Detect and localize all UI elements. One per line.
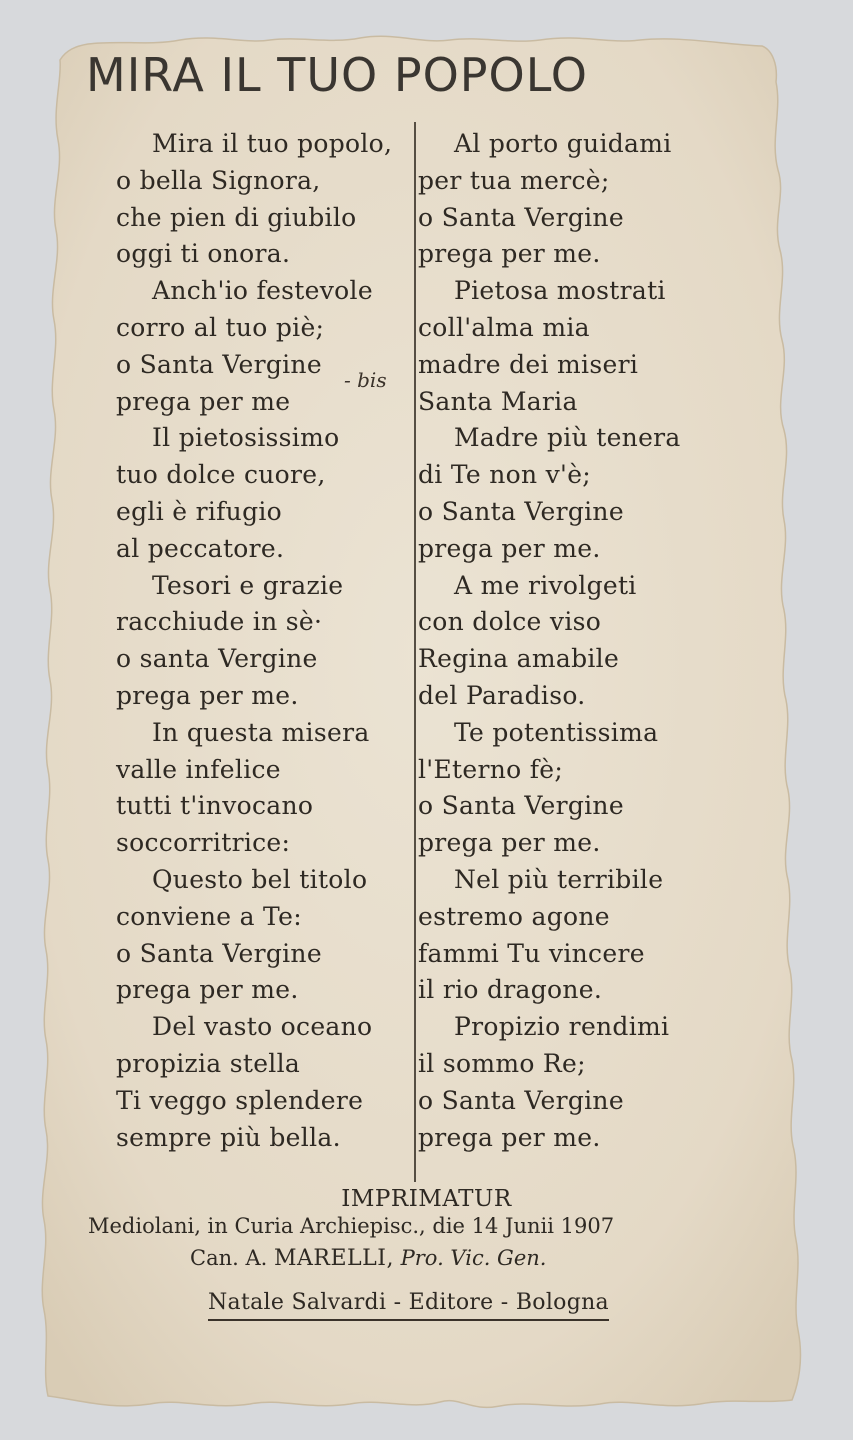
verse-line: o Santa Vergine [116, 349, 322, 379]
verse-line: A me rivolgeti [454, 570, 637, 600]
verse-line: Madre più tenera [454, 423, 681, 453]
verse-line: al peccatore. [116, 533, 285, 563]
verse-line: Propizio rendimi [454, 1012, 670, 1042]
column-divider [414, 122, 416, 1182]
imprimatur-signature [190, 1246, 790, 1271]
verse-line: o Santa Vergine [116, 938, 322, 968]
verse-line: prega per me. [418, 533, 601, 563]
verse-line: Tesori e grazie [152, 570, 344, 600]
verse-line: con dolce viso [418, 607, 602, 637]
verse-line: o Santa Vergine [418, 202, 624, 232]
left-stanza [116, 420, 416, 567]
verse-line: di Te non v'è; [418, 460, 592, 490]
verse-line: o Santa Vergine [418, 791, 624, 821]
verse-line: tutti t'invocano [116, 791, 314, 821]
verse-line: Del vasto oceano [152, 1012, 373, 1042]
verse-line: egli è rifugio [116, 496, 283, 526]
verse-line: o Santa Vergine [418, 1085, 624, 1115]
verse-line: conviene a Te: [116, 901, 302, 931]
verse-line: Te potentissima [454, 717, 659, 747]
verse-line: propizia stella [116, 1048, 301, 1078]
signature-role: Pro. Vic. Gen. [400, 1246, 547, 1270]
bis-mark: - bis [344, 368, 387, 392]
signature-name: MARELLI, [274, 1246, 394, 1271]
left-stanza [116, 126, 416, 273]
verse-line: Mira il tuo popolo, [152, 129, 393, 158]
right-stanza [418, 1009, 748, 1156]
verse-line: il sommo Re; [418, 1048, 586, 1078]
verse-line: madre dei miseri [418, 349, 639, 379]
left-stanza [116, 862, 416, 1009]
verse-line: l'Eterno fè; [418, 754, 564, 784]
verse-line: o Santa Vergine [418, 496, 624, 526]
right-stanza [418, 273, 748, 420]
verse-line: tuo dolce cuore, [116, 460, 326, 490]
left-stanza [116, 568, 416, 715]
verse-line: o santa Vergine [116, 644, 318, 674]
verse-line: racchiude in sè· [116, 607, 323, 637]
verse-line: Al porto guidami [454, 129, 672, 158]
verse-line: Il pietosissimo [152, 423, 340, 453]
verse-line: sempre più bella. [116, 1122, 341, 1152]
verse-line: Anch'io festevole [152, 276, 373, 306]
left-stanza [116, 1009, 416, 1156]
verse-line: che pien di giubilo [116, 202, 357, 232]
right-stanza [418, 568, 748, 715]
verse-line: In questa misera [152, 717, 370, 747]
verse-line: il rio dragone. [418, 975, 603, 1005]
verse-line: Nel più terribile [454, 864, 664, 894]
imprimatur-line: Mediolani, in Curia Archiepisc., die 14 Junii 1907 [88, 1214, 615, 1238]
signature-prefix: Can. A. [190, 1246, 268, 1270]
right-verse-column [418, 126, 748, 1156]
verse-line: oggi ti onora. [116, 239, 291, 269]
verse-line: coll'alma mia [418, 312, 590, 342]
verse-line: prega per me. [418, 1122, 601, 1152]
right-stanza [418, 715, 748, 862]
right-stanza [418, 126, 748, 273]
right-stanza [418, 420, 748, 567]
verse-line: Pietosa mostrati [454, 276, 666, 306]
imprimatur-heading: IMPRIMATUR [341, 1186, 512, 1212]
verse-line: prega per me. [116, 975, 299, 1005]
verse-line: Questo bel titolo [152, 864, 368, 894]
verse-line: valle infelice [116, 754, 281, 784]
verse-line: Santa Maria [418, 386, 578, 416]
left-stanza [116, 273, 416, 420]
verse-line: prega per me [116, 386, 291, 416]
verse-line: fammi Tu vincere [418, 938, 645, 968]
verse-line: Regina amabile [418, 644, 620, 674]
left-verse-column [116, 126, 416, 1156]
right-stanza [418, 862, 748, 1009]
verse-line: prega per me. [116, 680, 299, 710]
verse-line: per tua mercè; [418, 165, 610, 195]
verse-line: prega per me. [418, 828, 601, 858]
left-stanza [116, 715, 416, 862]
verse-line: Ti veggo splendere [116, 1085, 364, 1115]
hymn-title: MIRA IL TUO POPOLO [86, 48, 588, 102]
verse-line: estremo agone [418, 901, 610, 931]
verse-line: prega per me. [418, 239, 601, 269]
verse-line: del Paradiso. [418, 680, 586, 710]
publisher-line: Natale Salvardi - Editore - Bologna [208, 1290, 609, 1321]
verse-line: corro al tuo piè; [116, 312, 325, 342]
verse-line: soccorritrice: [116, 828, 291, 858]
verse-line: o bella Signora, [116, 165, 321, 195]
